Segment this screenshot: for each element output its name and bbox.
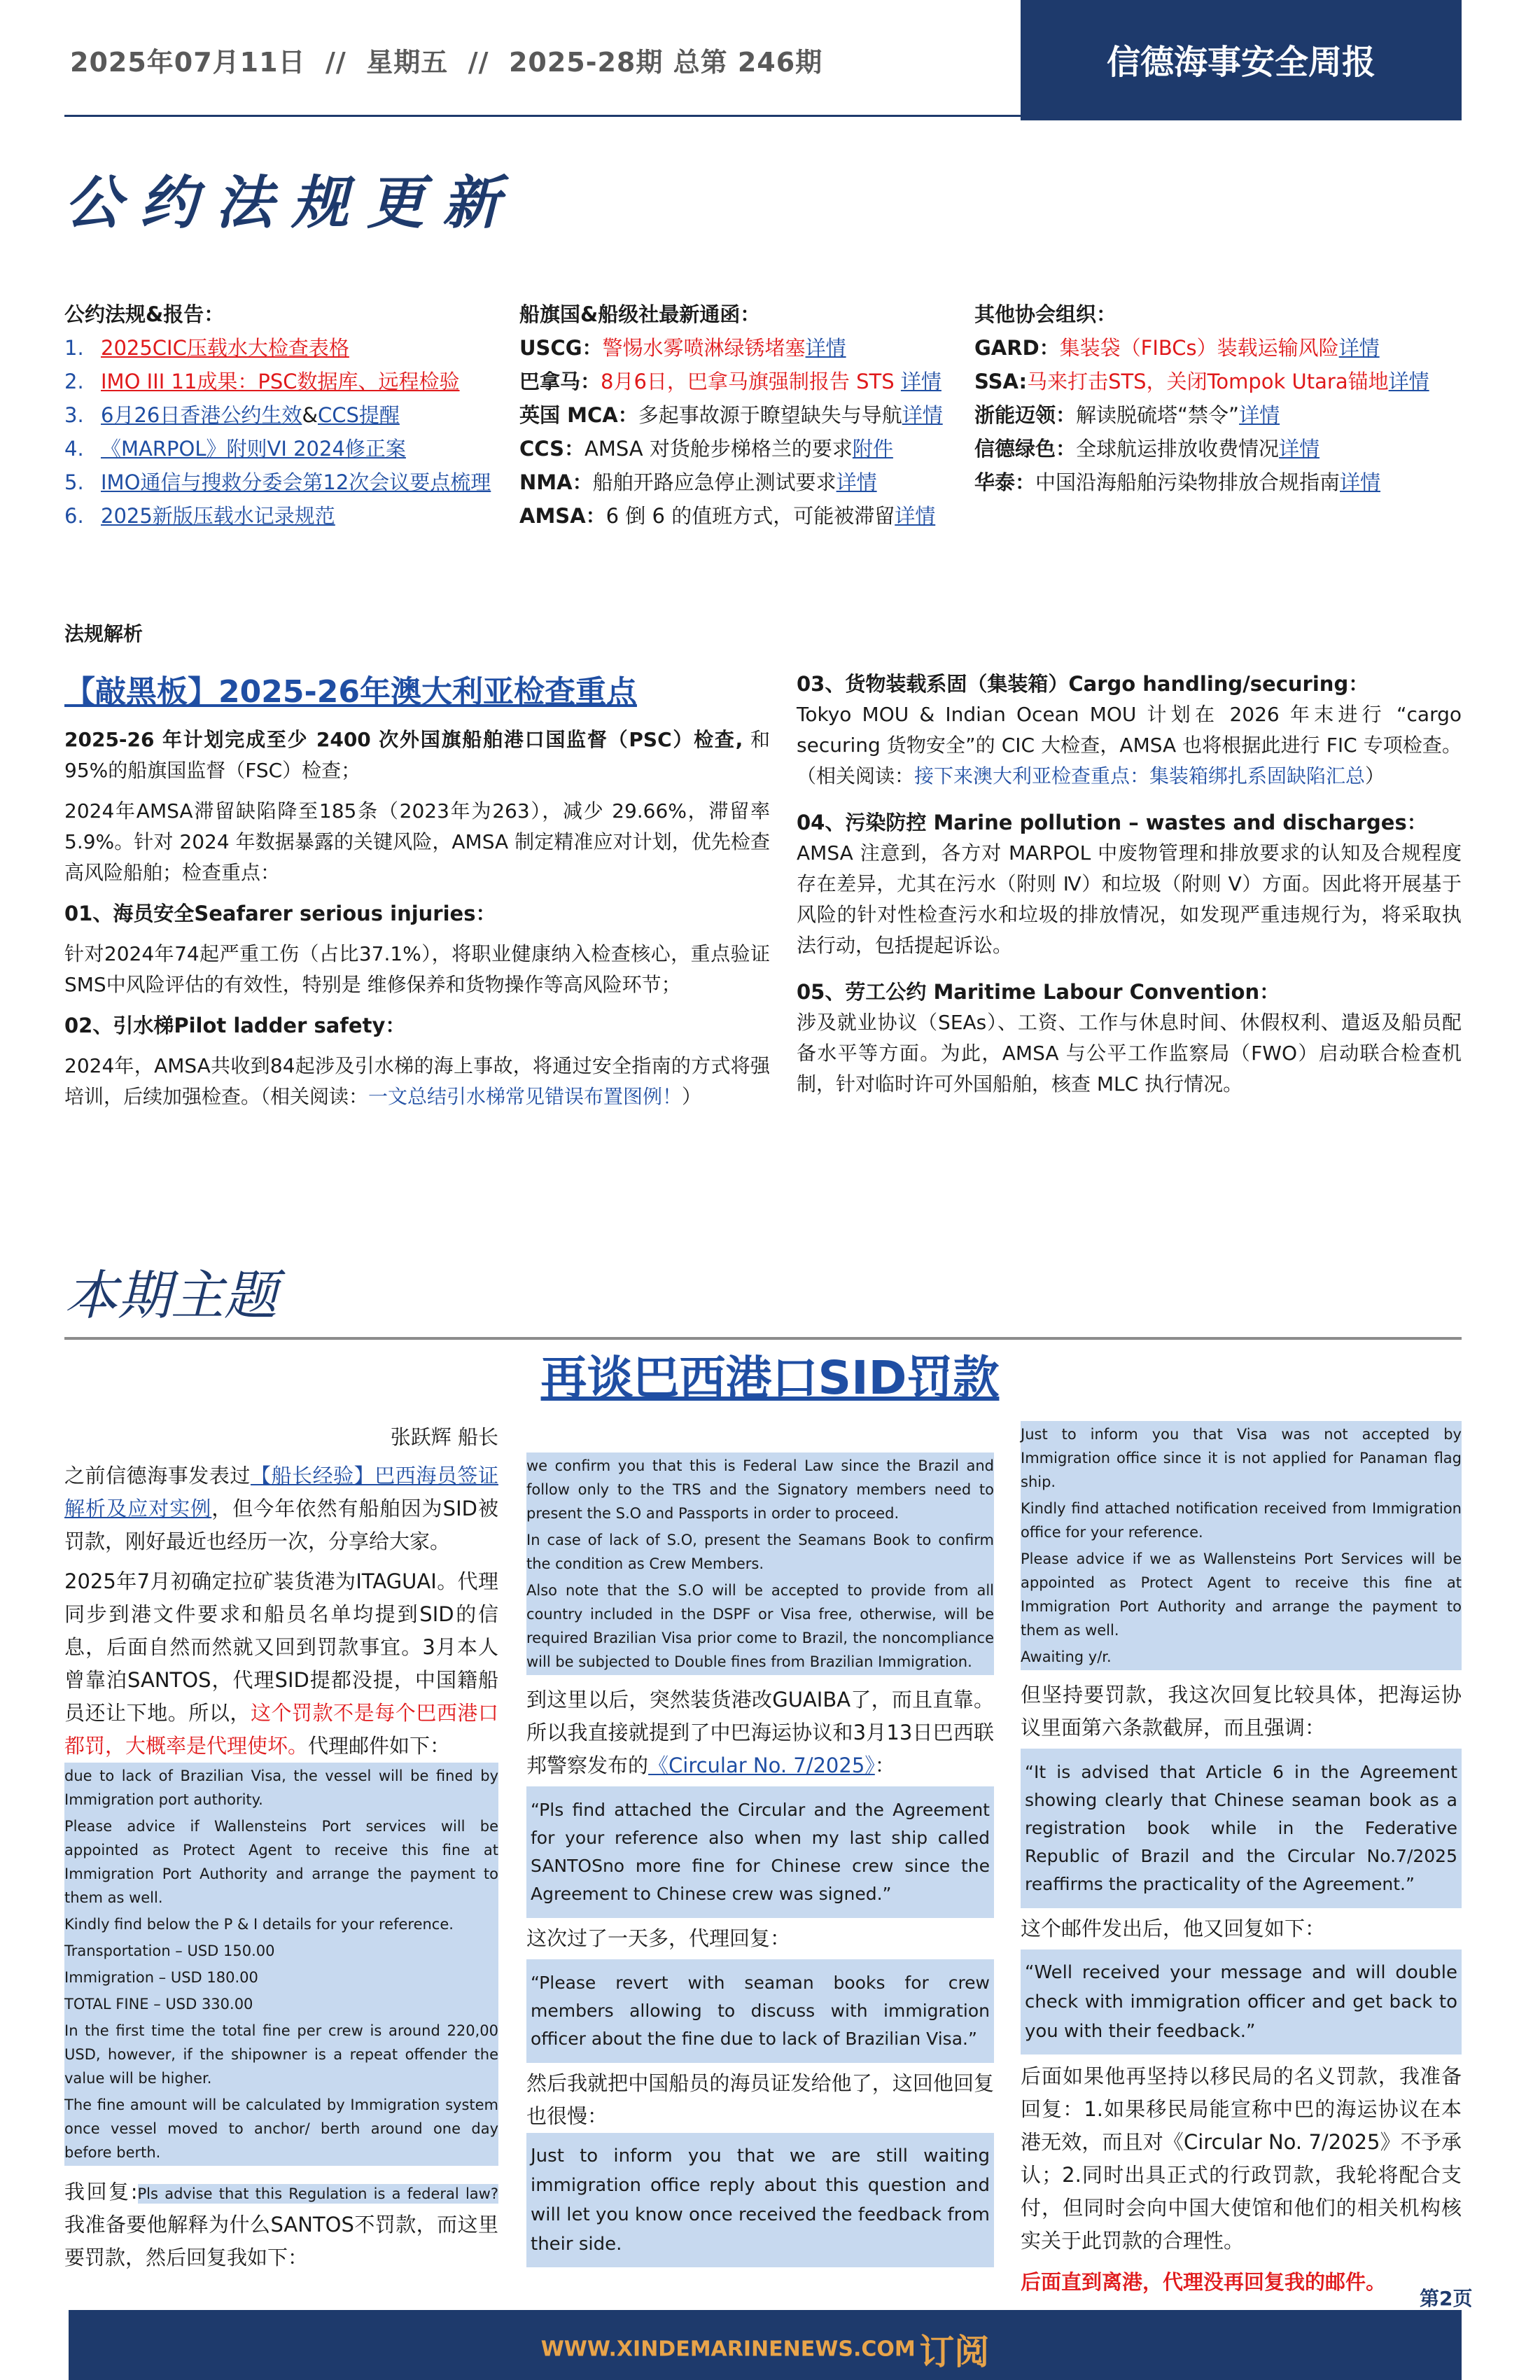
paragraph: 但坚持要罚款，我这次回复比较具体，把海运协议里面第六条款截屏，而且强调： (1021, 1683, 1462, 1740)
conventions-column (64, 298, 498, 533)
list-item: 浙能迈领：解读脱硫塔“禁令”详情 (974, 403, 1280, 427)
list-item: SSA:马来打击STS，关闭Tompok Utara锚地详情 (974, 370, 1429, 393)
report-link[interactable]: 6月26日香港公约生效 (101, 403, 302, 427)
issue-number: 2025-28期 总第 246期 (508, 47, 823, 78)
list-item: AMSA：6 倒 6 的值班方式，可能被滞留详情 (519, 504, 936, 528)
details-link[interactable]: 详情 (1340, 470, 1381, 494)
agent-email-quote: we confirm you that this is Federal Law since the Brazil and follow only to the TRS and the Signatory members need to present the S.O and Passports in order to proceed. In case of lack of S.O, present the Seamans Book to confirm the condition as Crew Members. Also note that the S.O will be accepted to provide from all country included in the DSPF or Visa free, otherwise, will be required Brazilian Visa prior come to Brazil, the noncompliance will be subjected to Double fines from Brazilian Immigration. (526, 1452, 994, 1675)
details-link[interactable]: 详情 (836, 470, 877, 494)
section-title: 公约法规更新 (64, 170, 518, 237)
separator: // (326, 47, 346, 78)
subheading: 04、污染防控 Marine pollution – wastes and discharges： (797, 811, 1427, 834)
related-reading-link[interactable]: 接下来澳大利亚检查重点：集装箱绑扎系固缺陷汇总 (914, 764, 1366, 788)
article-title: 再谈巴西港口SID罚款 (540, 1351, 1000, 1405)
agent-email-quote: due to lack of Brazilian Visa, the vessel will be fined by Immigration port authority. Please advice if Wallensteins Port services will be appointed as Protect Agent to receive this fine at Immigration Port Authority and arrange the payment to them as well. Kindly find below the P & I details for your reference. Transportation – USD 150.00 Immigration – USD 180.00 TOTAL FINE – USD 330.00 In the first time the total fine per crew is around 220,00 USD, however, if the shipowner is a repeat offender the value will be higher. The fine amount will be calculated by Immigration system once vessel moved to anchor/ berth around one day before berth. (64, 1763, 498, 2166)
list-item[interactable]: 6. 2025新版压载水记录规范 (64, 504, 335, 528)
related-reading-link[interactable]: 一文总结引水梯常见错误布置图例！ (368, 1085, 682, 1108)
details-link[interactable]: 详情 (1239, 403, 1280, 427)
list-item: GARD：集装袋（FIBCs）装载运输风险详情 (974, 336, 1380, 360)
flag-state-column (519, 298, 953, 533)
subheading: 01、海员安全Seafarer serious injuries： (64, 902, 496, 925)
agent-email-quote: Just to inform you that Visa was not accepted by Immigration office since it is not applied for Panaman flag ship. Kindly find attached notification received from Immigration office for your reference. Please advice if we as Wallensteins Port Services will be appointed as Protect Agent to receive this fine at Immigration Port Authority and arrange the payment to them as well. Awaiting y/r. (1021, 1421, 1462, 1670)
paragraph: 2025-26 年计划完成至少 2400 次外国旗船舶港口国监督（PSC）检查, 和95%的船旗国监督（FSC）检查； (64, 728, 770, 782)
details-link[interactable]: 详情 (902, 403, 943, 427)
paragraph: 然后我就把中国船员的海员证发给他了，这回他回复也很慢： (526, 2071, 994, 2128)
details-link[interactable]: 详情 (1279, 437, 1320, 461)
list-item[interactable]: 1. 2025CIC压载水大检查表格 (64, 336, 349, 360)
website-link[interactable]: WWW.XINDEMARINENEWS.COM (540, 2337, 916, 2362)
paragraph: 涉及就业协议（SEAs）、工资、工作与休息时间、休假权利、遣返及船员配备水平等方面。为此，AMSA 与公平工作监察局（FWO）启动联合检查机制，针对临时许可外国船舶，核查 MLC 执行情况。 (797, 1011, 1462, 1096)
separator: // (468, 47, 489, 78)
subheading: 05、劳工公约 Maritime Labour Convention： (797, 980, 1280, 1004)
list-item: 英国 MCA：多起事故源于瞭望缺失与导航详情 (519, 403, 943, 427)
column-heading: 其他协会组织： (974, 302, 1117, 326)
article-column-3 (1021, 1421, 1462, 2299)
brand-title: 信德海事安全周报 (1106, 43, 1376, 82)
paragraph: 这次过了一天多，代理回复： (526, 1926, 791, 1950)
article-link[interactable]: 【船长经验】巴西海员签证解析及应对实例 (64, 1464, 498, 1520)
list-item: USCG：警惕水雾喷淋绿锈堵塞详情 (519, 336, 846, 360)
theme-label: 本期主题 (64, 1264, 277, 1326)
issue-date: 2025年07月11日 (70, 47, 306, 78)
email-quote: “Please revert with seaman books for crew members allowing to discuss with immigration officer about the fine due to lack of Brazilian Visa.” (526, 1959, 994, 2063)
list-item: CCS：AMSA 对货舱步梯格兰的要求附件 (519, 437, 893, 461)
law-analysis-left (64, 724, 770, 1112)
email-quote: “It is advised that Article 6 in the Agreement showing clearly that Chinese seaman book as a registration book while in the Federative Republic of Brazil and the Circular No.7/2025 reaffirms the practicality of the Agreement.” (1021, 1749, 1462, 1908)
report-link[interactable]: 《MARPOL》附则VI 2024修正案 (101, 437, 406, 461)
details-link[interactable]: 详情 (900, 370, 941, 393)
attachment-link[interactable]: 附件 (852, 437, 893, 461)
article-column-1 (64, 1421, 498, 2274)
subscribe-link[interactable]: 订阅 (919, 2332, 990, 2372)
list-item[interactable]: 4. 《MARPOL》附则VI 2024修正案 (64, 437, 406, 461)
author: 张跃辉 船长 (390, 1425, 498, 1449)
paragraph: 到这里以后，突然装货港改GUAIBA了，而且直靠。所以我直接就提到了中巴海运协议和3月13日巴西联邦警察发布的《Circular No. 7/2025》： (526, 1688, 994, 1777)
page-number: 第2页 (1420, 2287, 1473, 2310)
article-column-2 (526, 1421, 994, 2272)
list-item: NMA：船舶开路应急停止测试要求详情 (519, 470, 877, 494)
list-item: 信德绿色：全球航运排放收费情况详情 (974, 437, 1320, 461)
paragraph: 我回复:Pls advise that this Regulation is a federal law?我准备要他解释为什么SANTOS不罚款，而这里要罚款，然后回复我如下： (64, 2180, 498, 2269)
email-quote: “Pls find attached the Circular and the Agreement for your reference also when my last ship called SANTOSno more fine for Chinese crew since the Agreement to Chinese crew was signed.” (526, 1786, 994, 1918)
law-analysis-label: 法规解析 (64, 622, 144, 645)
report-link[interactable]: 2025CIC压载水大检查表格 (101, 336, 349, 360)
column-heading: 船旗国&船级社最新通函： (519, 302, 761, 326)
paragraph: AMSA 注意到，各方对 MARPOL 中废物管理和排放要求的认知及合规程度存在差异，尤其在污水（附则 Ⅳ）和垃圾（附则 Ⅴ）方面。因此将开展基于风险的针对性检查污水和垃圾的排放情况，如发现严重违规行为，将采取执法行动，包括提起诉讼。 (797, 841, 1462, 957)
paragraph: 之前信德海事发表过【船长经验】巴西海员签证解析及应对实例，但今年依然有船舶因为SID被罚款，刚好最近也经历一次，分享给大家。 (64, 1464, 498, 1553)
paragraph: 针对2024年74起严重工伤（占比37.1%），将职业健康纳入检查核心，重点验证SMS中风险评估的有效性，特别是 维修保养和货物操作等高风险环节； (64, 942, 770, 996)
paragraph: Tokyo MOU & Indian Ocean MOU 计划在 2026 年末进行 “cargo securing 货物安全”的 CIC 大检查，AMSA 也将根据此进行 FIC 专项检查。（相关阅读：接下来澳大利亚检查重点：集装箱绑扎系固缺陷汇总） (797, 703, 1462, 788)
law-analysis-title-link[interactable]: 【敲黑板】2025-26年澳大利亚检查重点 (64, 674, 637, 710)
paragraph: 2025年7月初确定拉矿装货港为ITAGUAI。代理同步到港文件要求和船员名单均提到SID的信息，后面自然而然就又回到罚款事宜。3月本人曾靠泊SANTOS，代理SID提都没提，中国籍船员还让下地。所以，这个罚款不是每个巴西港口都罚，大概率是代理使坏。代理邮件如下： (64, 1569, 498, 1758)
circular-link[interactable]: 《Circular No. 7/2025》 (648, 1754, 875, 1777)
list-item[interactable]: 5. IMO通信与搜救分委会第12次会议要点梳理 (64, 470, 491, 494)
details-link[interactable]: 详情 (1388, 370, 1429, 393)
list-item[interactable]: 2. IMO III 11成果：PSC数据库、远程检验 (64, 370, 460, 393)
subheading: 02、引水梯Pilot ladder safety： (64, 1014, 406, 1037)
details-link[interactable]: 详情 (895, 504, 936, 528)
report-link[interactable]: IMO III 11成果：PSC数据库、远程检验 (101, 370, 460, 393)
details-link[interactable]: 详情 (1338, 336, 1380, 360)
list-item: 华泰：中国沿海船舶污染物排放合规指南详情 (974, 470, 1381, 494)
paragraph: 后面如果他再坚持以移民局的名义罚款，我准备回复：1.如果移民局能宣称中巴的海运协议在本港无效，而且对《Circular No. 7/2025》不予承认；2.同时出具正式的行政罚款，我轮将配合支付，但同时会向中国大使馆和他们的相关机构核实关于此罚款的合理性。 (1021, 2064, 1462, 2253)
paragraph: 这个邮件发出后，他又回复如下： (1021, 1917, 1326, 1940)
list-item[interactable]: 3. 6月26日香港公约生效&CCS提醒 (64, 403, 400, 427)
report-link[interactable]: CCS提醒 (317, 403, 400, 427)
report-link[interactable]: 2025新版压载水记录规范 (101, 504, 335, 528)
report-link[interactable]: IMO通信与搜救分委会第12次会议要点梳理 (101, 470, 491, 494)
theme-rule (64, 1337, 1462, 1340)
law-analysis-right (797, 668, 1462, 1100)
paragraph: 2024年AMSA滞留缺陷降至185条（2023年为263），减少 29.66%，滞留率5.9%。针对 2024 年数据暴露的关键风险，AMSA 制定精准应对计划，优先检查高风险船舶；检查重点： (64, 799, 770, 884)
header-meta (70, 41, 822, 79)
brand-banner (1021, 0, 1462, 120)
paragraph: 2024年，AMSA共收到84起涉及引水梯的海上事故，将通过安全指南的方式将强培训，后续加强检查。（相关阅读：一文总结引水梯常见错误布置图例！） (64, 1054, 770, 1108)
subheading: 03、货物装载系固（集装箱）Cargo handling/securing： (797, 672, 1369, 696)
email-quote: “Well received your message and will double check with immigration officer and get back to you with their feedback.” (1021, 1949, 1462, 2054)
email-quote: Just to inform you that we are still waiting immigration office reply about this question and will let you know once received the feedback from their side. (526, 2133, 994, 2267)
associations-column (974, 298, 1478, 499)
weekday: 星期五 (366, 47, 449, 78)
details-link[interactable]: 详情 (805, 336, 846, 360)
column-heading: 公约法规&报告： (64, 302, 225, 326)
header-rule (64, 115, 1022, 117)
footer-banner (69, 2310, 1462, 2380)
list-item: 巴拿马：8月6日，巴拿马旗强制报告 STS 详情 (519, 370, 941, 393)
closing-note: 后面直到离港，代理没再回复我的邮件。 (1021, 2270, 1387, 2294)
